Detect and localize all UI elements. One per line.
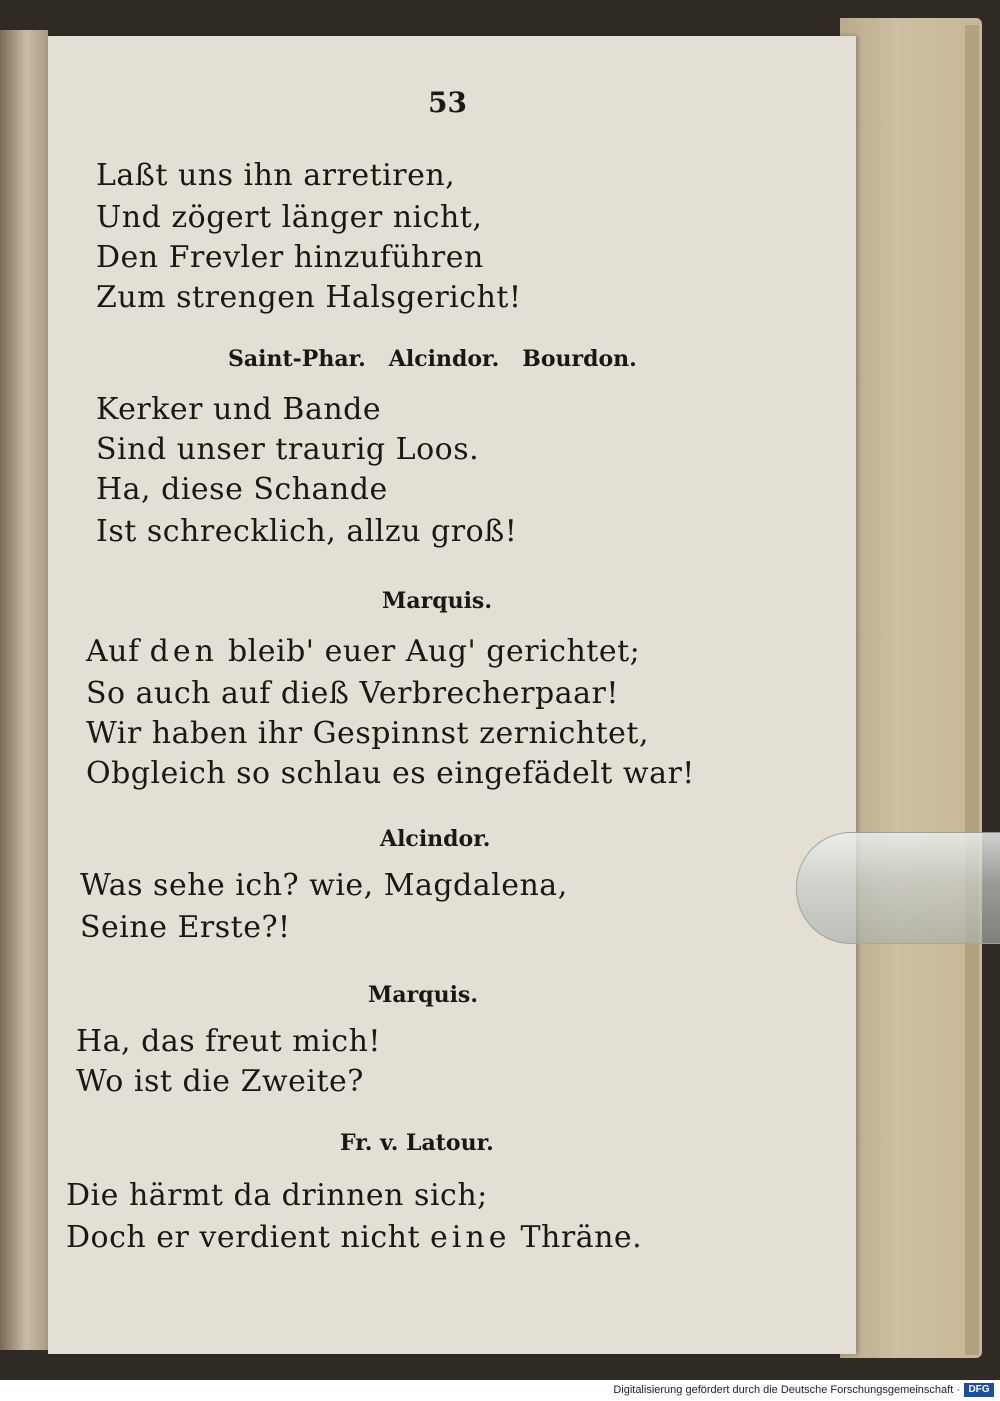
- verse-line: Ha, diese Schande: [96, 472, 388, 507]
- verse-line: Den Frevler hinzuführen: [96, 240, 484, 275]
- book-cover-edge: [965, 25, 979, 1355]
- speaker-heading: Fr. v. Latour.: [340, 1130, 494, 1156]
- footer-credit: Digitalisierung gefördert durch die Deutsche Forschungsgemeinschaft ·: [613, 1384, 960, 1396]
- verse-line: Seine Erste?!: [80, 910, 291, 945]
- verse-line: So auch auf dieß Verbrecherpaar!: [86, 676, 619, 711]
- verse-line: Obgleich so schlau es eingefädelt war!: [86, 756, 695, 791]
- verse-line: Kerker und Bande: [96, 392, 382, 427]
- verse-line: Was sehe ich? wie, Magdalena,: [80, 868, 568, 903]
- page-number: 53: [428, 86, 467, 119]
- verse-line: Und zögert länger nicht,: [96, 200, 483, 235]
- speaker-heading: Marquis.: [368, 982, 478, 1008]
- verse-line: Zum strengen Halsgericht!: [96, 280, 522, 315]
- verse-line: Die härmt da drinnen sich;: [66, 1178, 488, 1213]
- emphasized-word: den: [149, 634, 218, 669]
- verse-line: Ist schrecklich, allzu groß!: [96, 514, 518, 549]
- verse-line: Wo ist die Zweite?: [76, 1064, 364, 1099]
- speaker-heading: Marquis.: [382, 588, 492, 614]
- verse-line: Wir haben ihr Gespinnst zernichtet,: [86, 716, 649, 751]
- emphasized-word: eine: [430, 1220, 511, 1255]
- verse-line: Sind unser traurig Loos.: [96, 432, 480, 467]
- verse-line: Doch er verdient nicht eine Thräne.: [66, 1220, 643, 1255]
- verse-line: Laßt uns ihn arretiren,: [96, 158, 456, 193]
- dfg-logo: DFG: [964, 1383, 994, 1397]
- speaker-heading: Saint-Phar. Alcindor. Bourdon.: [228, 346, 637, 372]
- book-cover-board: [840, 18, 982, 1358]
- left-page-edge: [0, 30, 48, 1350]
- glass-page-weight: [796, 832, 1000, 944]
- speaker-heading: Alcindor.: [380, 826, 491, 852]
- verse-line: Ha, das freut mich!: [76, 1024, 381, 1059]
- verse-line: Auf den bleib' euer Aug' gerichtet;: [86, 634, 641, 669]
